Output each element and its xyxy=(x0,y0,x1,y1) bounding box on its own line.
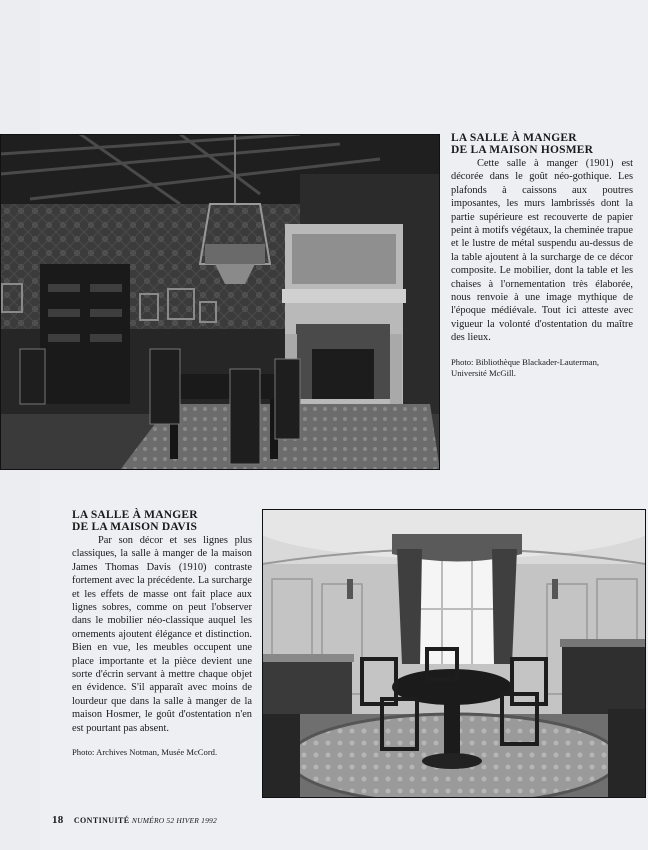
davis-dining-room-photo xyxy=(262,509,646,798)
hosmer-title-line1: LA SALLE À MANGER xyxy=(451,132,577,144)
page-footer xyxy=(52,814,217,826)
hosmer-caption xyxy=(451,132,633,379)
publication-name: CONTINUITÉ xyxy=(73,816,130,825)
hosmer-body-text: Cette salle à manger (1901) est décorée dans le goût néo-gothique. Les plafonds à caissons aux poutres imposantes, les murs lambrissés dont la partie supérieure est recouverte de papier peint à motifs végétaux, la cheminée trapue et le lustre de métal suspendu au-dessus de la table ajoutent à la surcharge de ce décor composite. Le mobilier, dont la table et les chaises à l'ornementation très élaborée, nous renvoie à une image mythique de l'époque médiévale. Tout ici atteste avec vigueur la volonté d'ostentation du maître des lieux. xyxy=(451,158,633,344)
hosmer-title-line2: DE LA MAISON HOSMER xyxy=(451,144,594,156)
hosmer-photo-credit xyxy=(451,357,633,379)
hosmer-dining-room-photo xyxy=(0,134,440,470)
davis-title-line2: DE LA MAISON DAVIS xyxy=(72,521,198,533)
issue-info: NUMÉRO 52 HIVER 1992 xyxy=(131,816,217,825)
hosmer-credit-line1: Photo: Bibliothèque Blackader-Lauterman, xyxy=(451,356,600,367)
hosmer-title xyxy=(451,132,633,156)
page-number: 18 xyxy=(52,814,64,826)
davis-caption xyxy=(72,509,252,758)
hosmer-credit-line2: Université McGill. xyxy=(451,367,516,378)
davis-title-line1: LA SALLE À MANGER xyxy=(72,509,198,521)
davis-title xyxy=(72,509,252,533)
davis-body-text: Par son décor et ses lignes plus classiques, la salle à manger de la maison James Thomas Davis (1910) contraste fortement avec la précédente. La surcharge et les effets de masse ont fait place aux lignes sobres, comme on peut l'observer dans le mobilier néo-classique auquel les ornements ajoutent élégance et distinction. Bien en vue, les meubles occupent une place importante et la pièce devient une sorte d'écrin servant à mettre chaque objet en évidence. S'il apparaît avec moins de lourdeur que dans la salle à manger de la maison Hosmer, le goût d'ostentation n'en est pourtant pas absent. xyxy=(72,535,252,734)
davis-photo-credit: Photo: Archives Notman, Musée McCord. xyxy=(72,747,218,758)
